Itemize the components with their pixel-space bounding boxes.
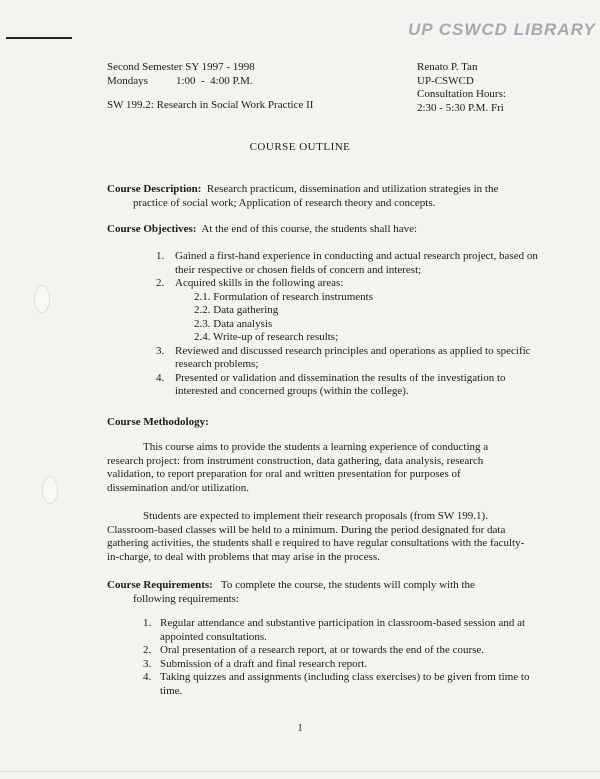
requirements-heading <box>107 578 539 606</box>
instructor-name: Renato P. Tan <box>417 61 478 73</box>
consultation-label: Consultation Hours: <box>417 88 506 100</box>
objectives-list <box>156 250 541 399</box>
list-item: 4. Taking quizzes and assignments (including class exercises) to be given from time to time. <box>143 671 530 697</box>
list-item: 3. Submission of a draft and final research report. <box>143 657 368 670</box>
description-line-2: practice of social work; Application of research theory and concepts. <box>133 197 436 209</box>
sub-item: 2.4. Write-up of research results; <box>194 331 339 343</box>
sub-item: 2.1. Formulation of research instruments <box>194 290 374 303</box>
objectives-heading <box>107 222 537 236</box>
sub-item: 2.2. Data gathering <box>194 304 279 316</box>
instructor-unit: UP-CSWCD <box>417 74 474 87</box>
description-label: Course Description: <box>107 183 202 195</box>
list-item: 3. Reviewed and discussed research principles and operations as applied to specific research problems; <box>156 344 531 370</box>
requirements-list <box>143 617 540 698</box>
requirements-intro-1: To complete the course, the students will comply with the <box>220 579 475 591</box>
objectives-intro: At the end of this course, the students shall have: <box>201 223 418 235</box>
schedule-line <box>107 75 255 89</box>
requirements-label: Course Requirements: <box>107 579 213 591</box>
punch-hole <box>42 476 58 504</box>
page-number: 1 <box>297 723 303 734</box>
list-item: 2. Oral presentation of a research report, at or towards the end of the course. <box>143 644 485 656</box>
list-item: 4. Presented or validation and dissemination the results of the investigation to interested and concerned groups (within the college). <box>156 371 506 397</box>
class-time: 1:00 - 4:00 P.M. <box>175 74 253 87</box>
methodology-heading: Course Methodology: <box>107 416 209 428</box>
header-right <box>417 61 506 115</box>
list-item: 1. Regular attendance and substantive participation in classroom-based session and at appointed consultations. <box>143 617 526 643</box>
course-code: SW 199.2: Research in Social Work Practice II <box>107 99 314 111</box>
semester-text: Second Semester SY 1997 - 1998 <box>107 61 255 73</box>
list-item: 2. Acquired skills in the following areas: 2.1. Formulation of research instruments 2.2. Data gathering 2.3. Data analysis 2.4. Write-up of research results; <box>156 277 541 345</box>
punch-hole <box>34 285 50 313</box>
objectives-label: Course Objectives: <box>107 223 197 235</box>
sub-item: 2.3. Data analysis <box>194 317 273 330</box>
library-stamp: UP CSWCD LIBRARY <box>408 20 596 39</box>
methodology-paragraph-2: Students are expected to implement their research proposals (from SW 199.1). Classroom-based classes will be held to a minimum. During the period designated for data gathering activities, the students shall e required to have regular consultations with the faculty-in-charge, to deal with problems that may arise in the process. <box>107 510 525 563</box>
class-day: Mondays <box>107 74 148 87</box>
margin-mark <box>6 37 72 39</box>
page-title: COURSE OUTLINE <box>249 141 351 153</box>
list-item: 1. Gained a first-hand experience in conducting and actual research project, based on their respective or chosen fields of concern and interest; <box>156 250 538 276</box>
course-description <box>107 182 517 210</box>
methodology-paragraph-1: This course aims to provide the students a learning experience of conducting a research project: from instrument construction, data gathering, data analysis, research validation, to report preparation for oral and written presentation for purposes of dissemination and/or utilization. <box>107 441 489 494</box>
consultation-time: 2:30 - 5:30 P.M. Fri <box>417 101 504 114</box>
page-edge <box>0 771 600 772</box>
description-line-1: Research practicum, dissemination and utilization strategies in the <box>206 183 499 195</box>
header-left <box>107 61 255 88</box>
requirements-intro-2: following requirements: <box>133 593 240 605</box>
